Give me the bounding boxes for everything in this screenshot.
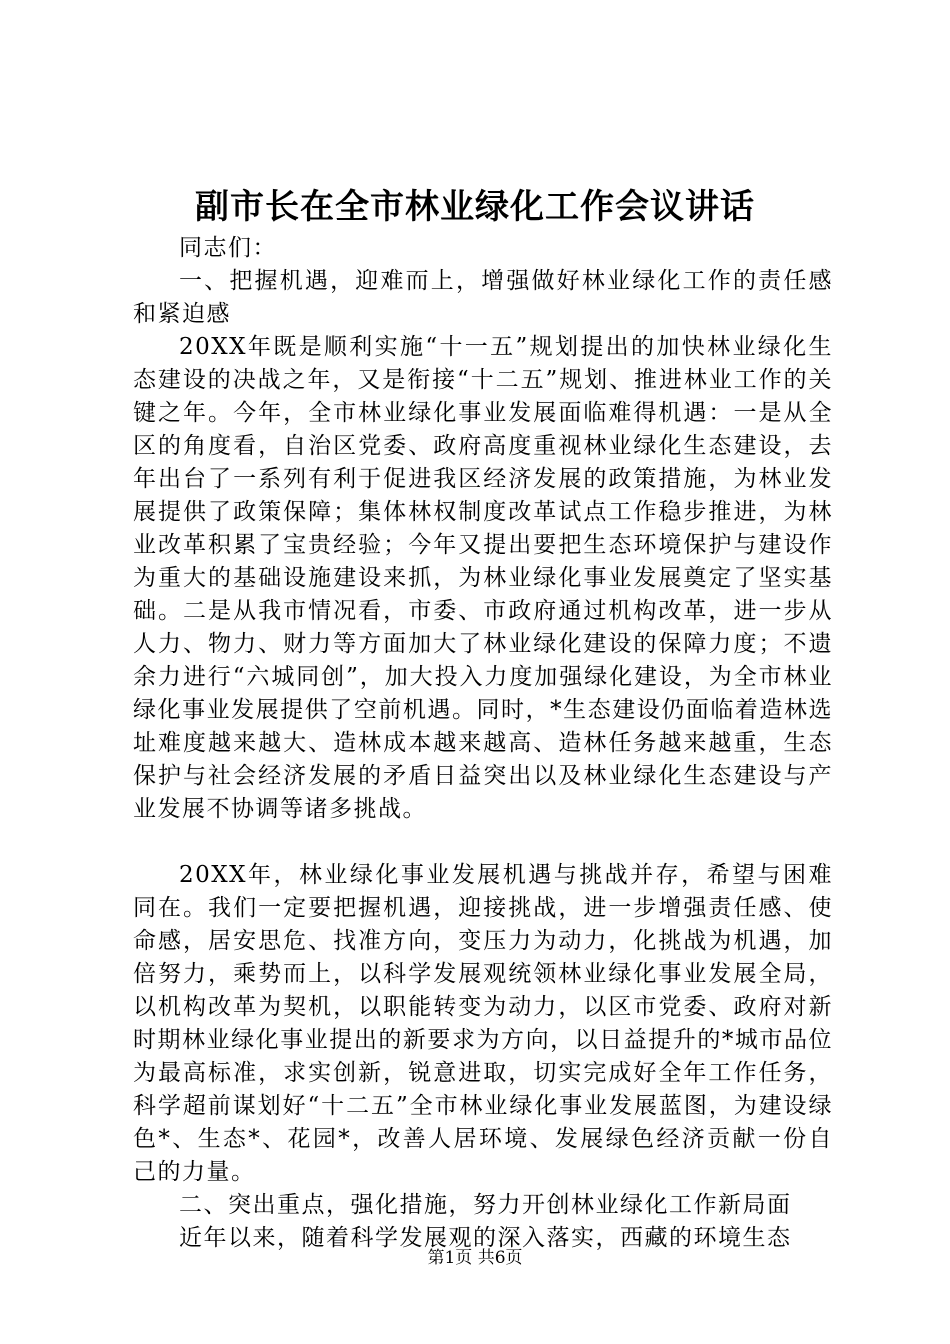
section-heading-1: 一、把握机遇，迎难而上，增强做好林业绿化工作的责任感和紧迫感 [133,268,833,327]
document-body [133,232,833,1255]
body-paragraph: 20XX年，林业绿化事业发展机遇与挑战并存，希望与困难同在。我们一定要把握机遇，迎接挑战，进一步增强责任感、使命感，居安思危、找准方向，变压力为动力，化挑战为机遇，加倍努力，乘势而上，以科学发展观统领林业绿化事业发展全局，以机构改革为契机，以职能转变为动力，以区市党委、政府对新时期林业绿化事业提出的新要求为方向，以日益提升的*城市品位为最高标准，求实创新，锐意进取，切实完成好全年工作任务，科学超前谋划好“十二五”全市林业绿化事业发展蓝图，为建设绿色*、生态*、花园*，改善人居环境、发展绿色经济贡献一份自己的力量。 [133,862,833,1185]
salutation: 同志们： [179,235,277,261]
page-footer: 第1页 共6页 [427,1248,523,1268]
section-heading-2: 二、突出重点，强化措施，努力开创林业绿化工作新局面 [179,1192,792,1218]
document-title: 副市长在全市林业绿化工作会议讲话 [195,187,755,227]
body-paragraph: 20XX年既是顺利实施“十一五”规划提出的加快林业绿化生态建设的决战之年，又是衔接“十二五”规划、推进林业工作的关键之年。今年，全市林业绿化事业发展面临难得机遇：一是从全区的角度看，自治区党委、政府高度重视林业绿化生态建设，去年出台了一系列有利于促进我区经济发展的政策措施，为林业发展提供了政策保障；集体林权制度改革试点工作稳步推进，为林业改革积累了宝贵经验；今年又提出要把生态环境保护与建设作为重大的基础设施建设来抓，为林业绿化事业发展奠定了坚实基础。二是从我市情况看，市委、市政府通过机构改革，进一步从人力、物力、财力等方面加大了林业绿化建设的保障力度；不遗余力进行“六城同创”，加大投入力度加强绿化建设，为全市林业绿化事业发展提供了空前机遇。同时，*生态建设仍面临着造林选址难度越来越大、造林成本越来越高、造林任务越来越重，生态保护与社会经济发展的矛盾日益突出以及林业绿化生态建设与产业发展不协调等诸多挑战。 [133,334,833,822]
body-paragraph: 近年以来，随着科学发展观的深入落实，西藏的环境生态 [179,1225,792,1251]
